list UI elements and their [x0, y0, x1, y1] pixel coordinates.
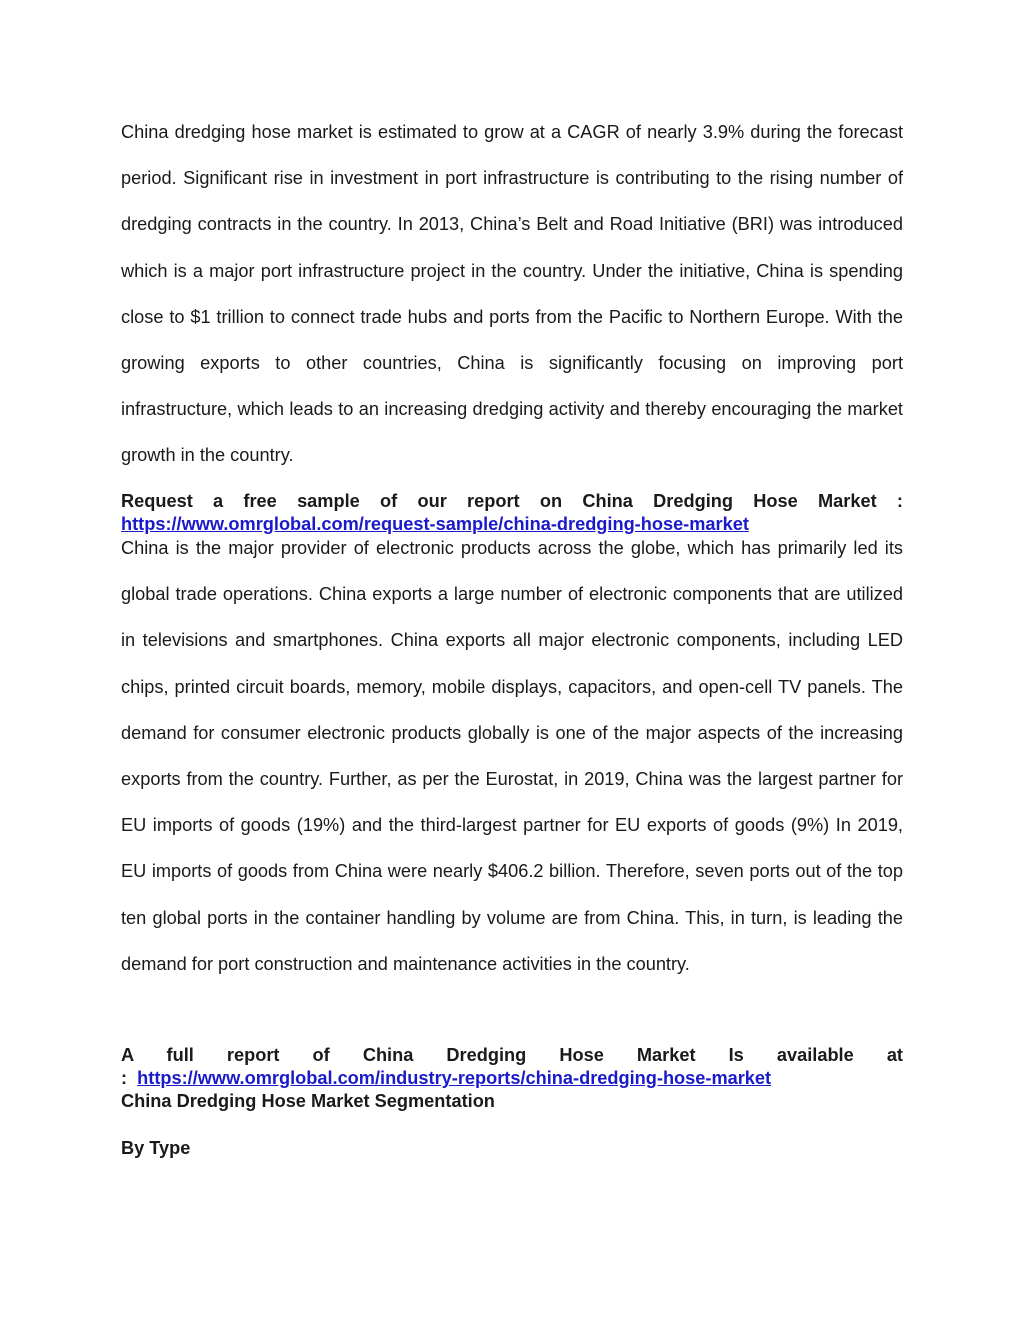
full-report-text: A full report of China Dredging Hose Market Is available at [121, 1045, 903, 1065]
by-type-heading: By Type [121, 1138, 191, 1158]
segmentation-heading: China Dredging Hose Market Segmentation [121, 1091, 495, 1111]
sample-request-link[interactable]: https://www.omrglobal.com/request-sample/china-dredging-hose-market [121, 514, 749, 534]
full-report-prefix: : [121, 1068, 128, 1088]
market-overview-paragraph: China dredging hose market is estimated to grow at a CAGR of nearly 3.9% during the forecast period. Significant rise in investment in port infrastructure is contributing to the rising number of dredging contracts in the country. In 2013, China’s Belt and Road Initiative (BRI) was introduced which is a major port infrastructure project in the country. Under the initiative, China is spending close to $1 trillion to connect trade hubs and ports from the Pacific to Northern Europe. With the growing exports to other countries, China is significantly focusing on improving port infrastructure, which leads to an increasing dredging activity and thereby encouraging the market growth in the country. [121, 122, 903, 466]
sample-request-text: Request a free sample of our report on China Dredging Hose Market : [121, 491, 903, 511]
full-report-line [121, 1067, 771, 1090]
electronics-exports-paragraph: China is the major provider of electronic products across the globe, which has primarily led its global trade operations. China exports a large number of electronic components that are utilized in televisions and smartphones. China exports all major electronic components, including LED chips, printed circuit boards, memory, mobile displays, capacitors, and open-cell TV panels. The demand for consumer electronic products globally is one of the major aspects of the increasing exports from the country. Further, as per the Eurostat, in 2019, China was the largest partner for EU imports of goods (19%) and the third-largest partner for EU exports of goods (9%) In 2019, EU imports of goods from China were nearly $406.2 billion. Therefore, seven ports out of the top ten global ports in the container handling by volume are from China. This, in turn, is leading the demand for port construction and maintenance activities in the country. [121, 538, 903, 974]
full-report-link[interactable]: https://www.omrglobal.com/industry-reports/china-dredging-hose-market [137, 1068, 772, 1088]
